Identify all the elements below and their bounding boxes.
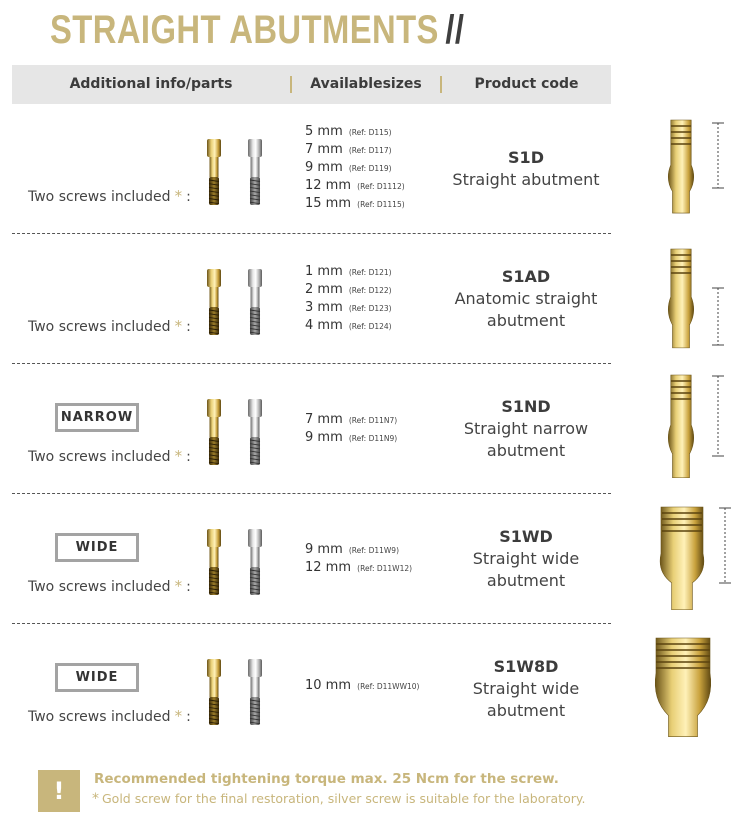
available-sizes-list <box>305 541 412 577</box>
product-code-block <box>440 266 612 332</box>
product-code-block <box>440 526 612 592</box>
abutment-image <box>664 373 698 485</box>
size-ref: (Ref: D121) <box>348 268 392 277</box>
size-ref: (Ref: D11W9) <box>348 546 400 555</box>
row-divider <box>12 363 611 364</box>
footnote-text: Gold screw for the final restoration, silver screw is suitable for the laboratory. <box>102 791 586 806</box>
size-ref: (Ref: D119) <box>348 164 392 173</box>
exclamation-icon: ! <box>38 770 80 812</box>
size-value: 9 mm <box>305 160 343 175</box>
size-ref: (Ref: D1112) <box>357 182 405 191</box>
size-ref: (Ref: D123) <box>348 304 392 313</box>
size-value: 7 mm <box>305 142 343 157</box>
gold-screw-icon <box>206 269 222 337</box>
torque-notice: Recommended tightening torque max. 25 Ncm for the screw. <box>94 771 559 787</box>
product-name: Straight wide <box>472 549 580 568</box>
gold-screw-icon <box>206 399 222 467</box>
abutment-image <box>664 247 698 355</box>
footnote-star: * <box>92 791 99 807</box>
page-title-suffix: // <box>445 8 465 52</box>
silver-screw-icon <box>247 529 263 597</box>
size-ref: (Ref: D115) <box>348 128 392 137</box>
abutment-image <box>664 118 698 220</box>
page-title-text: STRAIGHT ABUTMENTS <box>50 8 439 52</box>
header-available-sizes: Availablesizes <box>310 76 422 92</box>
product-code-block <box>440 147 612 191</box>
screws-included-label <box>28 447 191 465</box>
screw-footnote <box>92 791 585 807</box>
product-row <box>0 365 734 495</box>
size-item <box>305 177 405 195</box>
gold-screw-icon <box>206 529 222 597</box>
table-header <box>12 65 611 104</box>
product-code: S1WD <box>499 527 553 546</box>
size-badge: WIDE <box>55 663 139 692</box>
product-name: abutment <box>486 701 566 720</box>
size-ref: (Ref: D11W12) <box>357 564 413 573</box>
size-value: 9 mm <box>305 542 343 557</box>
gold-screw-icon <box>206 139 222 207</box>
size-ref: (Ref: D11N9) <box>348 434 398 443</box>
size-value: 5 mm <box>305 124 343 139</box>
screws-label-text: Two screws included <box>28 189 171 205</box>
size-value: 4 mm <box>305 318 343 333</box>
row-divider <box>12 623 611 624</box>
header-product-code: Product code <box>474 76 579 92</box>
size-item <box>305 429 397 447</box>
size-ref: (Ref: D122) <box>348 286 392 295</box>
size-value: 7 mm <box>305 412 343 427</box>
size-item <box>305 141 405 159</box>
screws-included-label <box>28 317 191 335</box>
row-divider <box>12 233 611 234</box>
available-sizes-list <box>305 263 392 335</box>
size-value: 3 mm <box>305 300 343 315</box>
size-item <box>305 541 412 559</box>
screws-label-text: Two screws included <box>28 709 171 725</box>
abutment-image <box>650 636 716 746</box>
dimension-line <box>708 286 728 347</box>
size-item <box>305 263 392 281</box>
available-sizes-list <box>305 411 397 447</box>
product-name: Straight abutment <box>452 170 600 189</box>
available-sizes-list <box>305 123 405 213</box>
dimension-line <box>715 506 734 585</box>
colon: : <box>186 449 191 465</box>
gold-screw-icon <box>206 659 222 727</box>
footnote-star: * <box>174 707 183 725</box>
size-ref: (Ref: D11N7) <box>348 416 398 425</box>
size-item <box>305 317 392 335</box>
abutment-image <box>656 505 708 617</box>
size-value: 12 mm <box>305 178 352 193</box>
dimension-line <box>708 374 728 458</box>
colon: : <box>186 189 191 205</box>
product-name: abutment <box>486 311 566 330</box>
colon: : <box>186 319 191 335</box>
product-name: Anatomic straight <box>454 289 598 308</box>
product-code: S1W8D <box>493 657 559 676</box>
product-code: S1D <box>508 148 544 167</box>
size-value: 12 mm <box>305 560 352 575</box>
size-ref: (Ref: D117) <box>348 146 392 155</box>
product-row <box>0 495 734 625</box>
size-value: 9 mm <box>305 430 343 445</box>
product-code: S1ND <box>501 397 551 416</box>
product-row <box>0 235 734 365</box>
size-item <box>305 411 397 429</box>
product-code-block <box>440 656 612 722</box>
product-row <box>0 105 734 235</box>
size-ref: (Ref: D124) <box>348 322 392 331</box>
footnote-star: * <box>174 187 183 205</box>
silver-screw-icon <box>247 269 263 337</box>
screws-included-label <box>28 707 191 725</box>
dimension-line <box>708 121 728 190</box>
size-badge: WIDE <box>55 533 139 562</box>
size-value: 10 mm <box>305 678 352 693</box>
size-item <box>305 195 405 213</box>
size-item <box>305 299 392 317</box>
available-sizes-list <box>305 677 419 695</box>
size-item <box>305 281 392 299</box>
product-code-block <box>440 396 612 462</box>
screws-included-label <box>28 577 191 595</box>
screws-label-text: Two screws included <box>28 319 171 335</box>
product-name: abutment <box>486 441 566 460</box>
size-badge: NARROW <box>55 403 139 432</box>
colon: : <box>186 579 191 595</box>
colon: : <box>186 709 191 725</box>
footnote-star: * <box>174 317 183 335</box>
size-ref: (Ref: D1115) <box>357 200 405 209</box>
size-item <box>305 677 419 695</box>
product-row <box>0 625 734 755</box>
size-value: 2 mm <box>305 282 343 297</box>
page-title <box>50 8 464 53</box>
size-item <box>305 159 405 177</box>
size-value: 15 mm <box>305 196 352 211</box>
product-code: S1AD <box>501 267 551 286</box>
row-divider <box>12 493 611 494</box>
silver-screw-icon <box>247 659 263 727</box>
silver-screw-icon <box>247 399 263 467</box>
size-ref: (Ref: D11WW10) <box>357 682 420 691</box>
screws-included-label <box>28 187 191 205</box>
header-additional-info: Additional info/parts <box>69 76 233 92</box>
footnote-star: * <box>174 447 183 465</box>
silver-screw-icon <box>247 139 263 207</box>
size-item <box>305 123 405 141</box>
screws-label-text: Two screws included <box>28 579 171 595</box>
product-name: Straight narrow <box>463 419 589 438</box>
size-value: 1 mm <box>305 264 343 279</box>
screws-label-text: Two screws included <box>28 449 171 465</box>
footnote-star: * <box>174 577 183 595</box>
product-name: abutment <box>486 571 566 590</box>
size-item <box>305 559 412 577</box>
product-name: Straight wide <box>472 679 580 698</box>
